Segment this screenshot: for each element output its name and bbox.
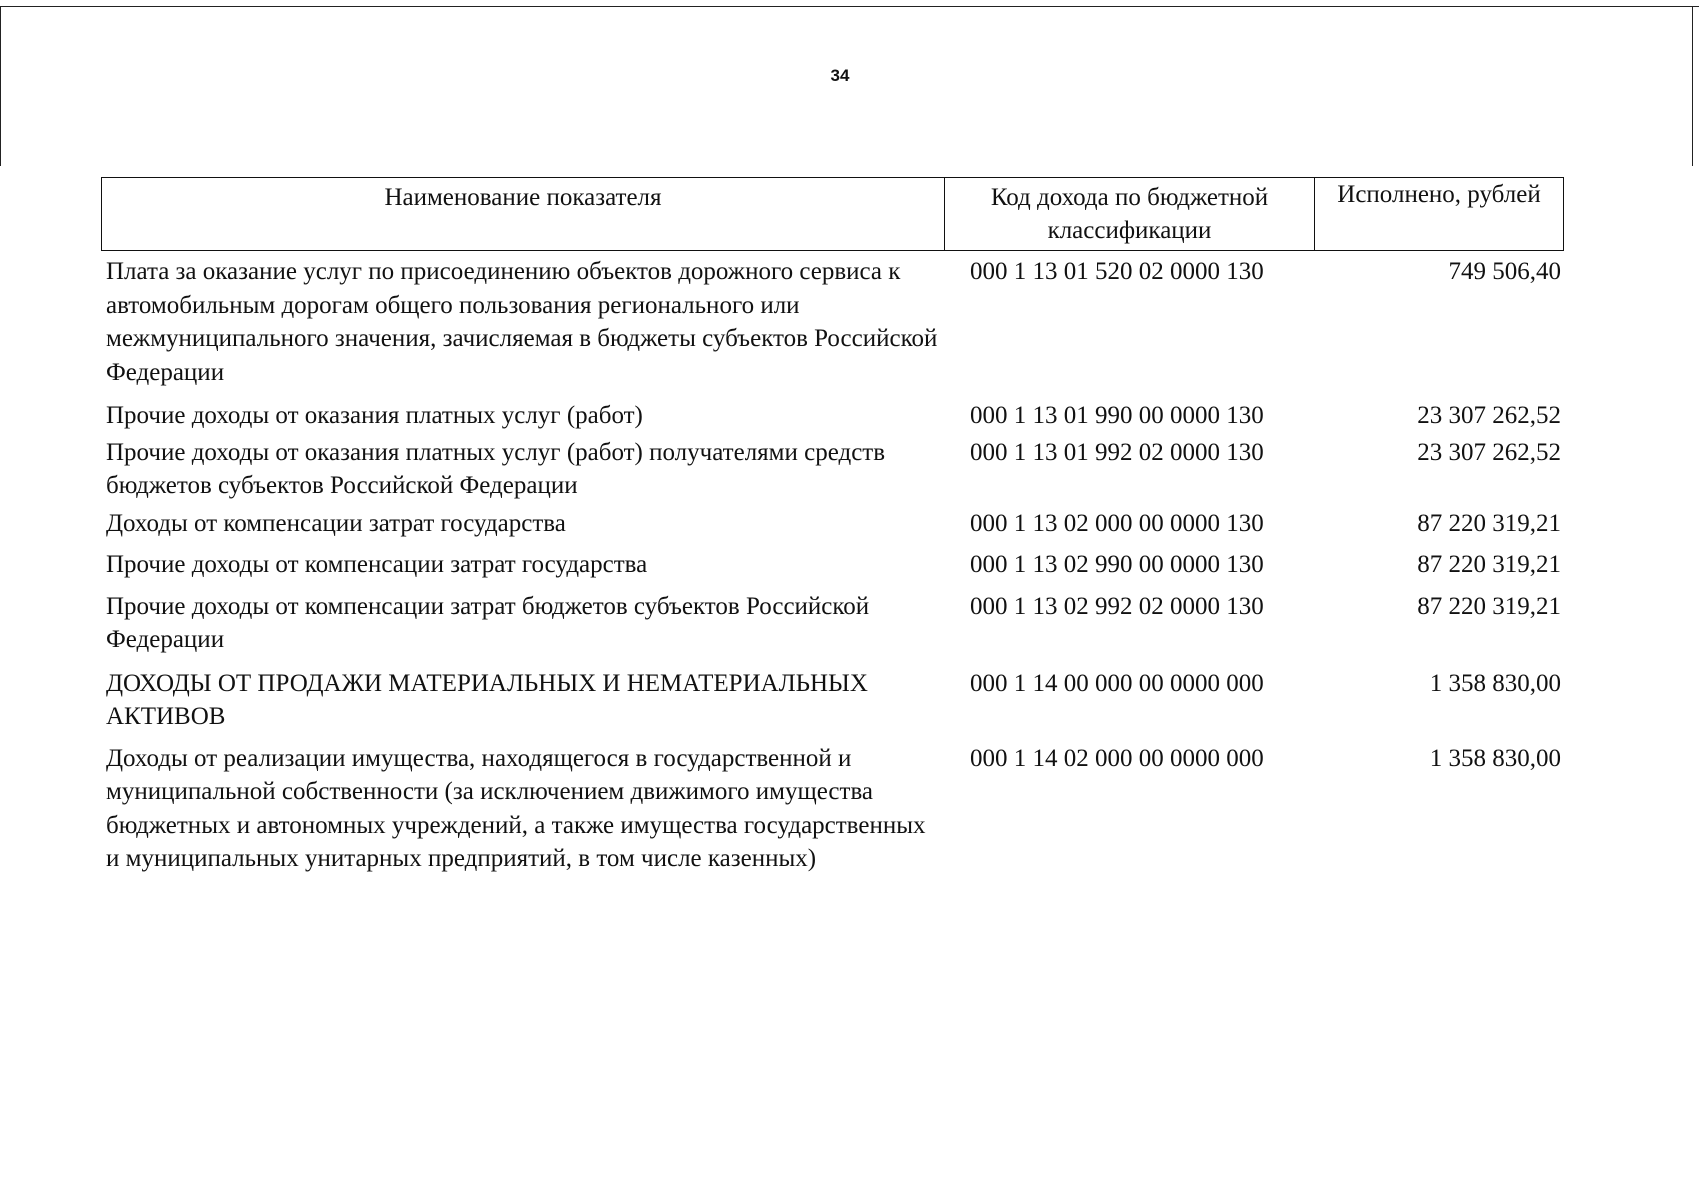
row-amount: 749 506,40 xyxy=(1448,258,1561,285)
row-amount: 87 220 319,21 xyxy=(1417,551,1561,578)
row-code: 000 1 13 02 990 00 0000 130 xyxy=(970,551,1264,578)
row-name: Прочие доходы от оказания платных услуг (работ) xyxy=(106,402,643,429)
table-row xyxy=(101,507,1564,541)
row-code: 000 1 13 02 992 02 0000 130 xyxy=(970,592,1264,620)
table-row xyxy=(101,667,1564,734)
row-name: Доходы от компенсации затрат государства xyxy=(106,509,566,537)
row-code: 000 1 13 01 992 02 0000 130 xyxy=(970,438,1264,466)
row-amount: 1 358 830,00 xyxy=(1429,669,1561,697)
row-name: Плата за оказание услуг по присоединению объектов дорожного сервиса к автомобильным дорогам общего пользования регионального или межмуниципального значения, зачисляемая в бюджеты субъектов Российской Федерации xyxy=(106,258,938,386)
row-amount: 23 307 262,52 xyxy=(1417,438,1561,466)
table-row xyxy=(101,436,1564,503)
table-row xyxy=(101,590,1564,657)
row-amount: 23 307 262,52 xyxy=(1417,402,1561,429)
scan-frame-left xyxy=(0,6,1,166)
row-code: 000 1 13 02 000 00 0000 130 xyxy=(970,509,1264,537)
table-row xyxy=(101,742,1564,876)
header-name: Наименование показателя xyxy=(102,178,945,250)
scan-frame-top xyxy=(0,6,1699,7)
row-amount: 87 220 319,21 xyxy=(1417,509,1561,537)
row-name: Прочие доходы от компенсации затрат бюджетов субъектов Российской Федерации xyxy=(106,592,870,653)
table-row xyxy=(101,548,1564,582)
row-code: 000 1 14 00 000 00 0000 000 xyxy=(970,669,1264,697)
row-amount: 87 220 319,21 xyxy=(1417,592,1561,620)
table-body xyxy=(101,253,1564,876)
scan-frame-right xyxy=(1692,6,1693,166)
header-amount: Исполнено, рублей xyxy=(1337,181,1541,208)
table-header xyxy=(101,177,1564,251)
row-code: 000 1 13 01 990 00 0000 130 xyxy=(970,402,1264,429)
table-row xyxy=(101,399,1564,433)
row-name: ДОХОДЫ ОТ ПРОДАЖИ МАТЕРИАЛЬНЫХ И НЕМАТЕРИАЛЬНЫХ АКТИВОВ xyxy=(106,669,868,730)
page-number: 34 xyxy=(830,66,850,85)
table-row xyxy=(101,255,1564,389)
row-code: 000 1 13 01 520 02 0000 130 xyxy=(970,258,1264,285)
header-code: Код дохода по бюджетной классификации xyxy=(945,178,1315,250)
row-amount: 1 358 830,00 xyxy=(1429,744,1561,772)
row-name: Прочие доходы от компенсации затрат государства xyxy=(106,551,648,578)
row-name: Доходы от реализации имущества, находящегося в государственной и муниципальной собственности (за исключением движимого имущества бюджетных и автономных учреждений, а также имущества государственных и муниципальных унитарных предприятий, в том числе казенных) xyxy=(106,744,926,872)
row-code: 000 1 14 02 000 00 0000 000 xyxy=(970,744,1264,772)
row-name: Прочие доходы от оказания платных услуг (работ) получателями средств бюджетов субъектов Российской Федерации xyxy=(106,438,886,499)
